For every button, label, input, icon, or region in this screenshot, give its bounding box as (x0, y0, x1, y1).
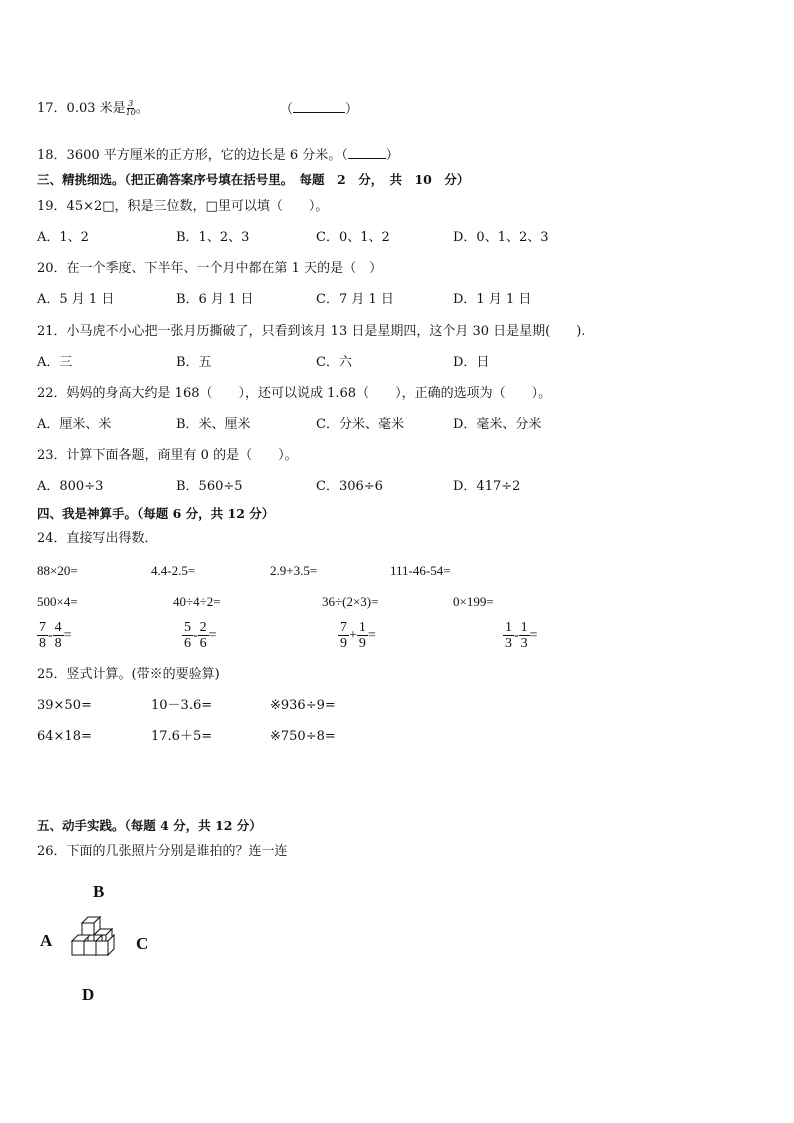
question-25-stem: 25．竖式计算。(带※的要验算) (37, 667, 220, 682)
q24-r1-2: 4.4-2.5= (151, 563, 196, 578)
q24-fraction-2: $\frac{5}{6}$ - $\frac{2}{6}$ = (184, 620, 217, 651)
question-20-stem: 20．在一个季度、下半年、一个月中都在第 1 天的是（ ） (37, 261, 383, 276)
question-22-stem: 22．妈妈的身高大约是 168（ ），还可以说成 1.68（ ），正确的选项为（ ）。 (37, 386, 552, 401)
q17-text: 17．0.03 米是 (37, 101, 126, 116)
q25-r1-2: 10－3.6= (151, 698, 213, 713)
question-18: 18．3600 平方厘米的正方形，它的边长是 6 分米。（ ） (37, 148, 399, 163)
q25-r2-3: ※750÷8= (270, 729, 336, 744)
q21-option-b[interactable]: B．五 (176, 355, 212, 370)
question-23-stem: 23．计算下面各题，商里有 0 的是（ ）。 (37, 448, 298, 463)
q25-r2-1: 64×18= (37, 729, 92, 744)
q17-answer-blank[interactable] (293, 100, 345, 113)
label-b: B (93, 882, 105, 901)
q23-option-a[interactable]: A．800÷3 (37, 479, 104, 494)
q24-r1-1: 88×20= (37, 563, 78, 578)
q24-r2-1: 500×4= (37, 594, 78, 609)
section-4-header: 四、我是神算手。（每题 6 分，共 12 分） (37, 506, 275, 521)
q20-option-b[interactable]: B．6 月 1 日 (176, 292, 254, 307)
q21-option-a[interactable]: A．三 (37, 355, 73, 370)
q20-option-c[interactable]: C．7 月 1 日 (316, 292, 394, 307)
cube-stack-figure (70, 915, 122, 971)
q24-r2-3: 36÷(2×3)= (322, 594, 379, 609)
q24-r1-3: 2.9+3.5= (270, 563, 318, 578)
q23-option-b[interactable]: B．560÷5 (176, 479, 243, 494)
q22-option-c[interactable]: C．分米、毫米 (316, 417, 404, 432)
q25-r1-1: 39×50= (37, 698, 92, 713)
q23-option-d[interactable]: D．417÷2 (453, 479, 521, 494)
q20-option-a[interactable]: A．5 月 1 日 (37, 292, 115, 307)
q24-r1-4: 111-46-54= (390, 563, 451, 578)
q17-fraction: $\frac{3}{10}$ (125, 99, 136, 117)
q23-option-c[interactable]: C．306÷6 (316, 479, 383, 494)
q24-fraction-1: $\frac{7}{8}$ - $\frac{4}{8}$ = (39, 620, 72, 651)
section-5-header: 五、动手实践。（每题 4 分，共 12 分） (37, 818, 262, 833)
q24-r2-2: 40÷4÷2= (173, 594, 221, 609)
q19-option-d[interactable]: D．0、1、2、3 (453, 230, 549, 245)
q24-fraction-4: $\frac{1}{3}$ - $\frac{1}{3}$ = (505, 620, 538, 651)
q25-r1-3: ※936÷9= (270, 698, 336, 713)
question-26-stem: 26．下面的几张照片分别是谁拍的？连一连 (37, 844, 288, 859)
question-21-stem: 21．小马虎不小心把一张月历撕破了，只看到该月 13 日是星期四，这个月 30 日是星期( ). (37, 324, 586, 339)
q18-answer-blank[interactable] (348, 146, 386, 159)
label-a: A (40, 931, 53, 950)
q21-option-d[interactable]: D．日 (453, 355, 490, 370)
q24-r2-4: 0×199= (453, 594, 494, 609)
q19-option-c[interactable]: C．0、1、2 (316, 230, 390, 245)
q17-answer-paren: （ ） (280, 102, 359, 117)
q22-option-d[interactable]: D．毫米、分米 (453, 417, 542, 432)
question-17: 17．0.03 米是 $\frac{3}{10}$ 。 (37, 99, 149, 117)
q25-r2-2: 17.6＋5= (151, 729, 213, 744)
label-c: C (136, 934, 149, 953)
q24-fraction-3: $\frac{7}{9}$ + $\frac{1}{9}$ = (340, 620, 376, 651)
q19-option-a[interactable]: A．1、2 (37, 230, 89, 245)
section-3-header: 三、精挑细选。（把正确答案序号填在括号里。 每题 2 分， 共 10 分） (37, 172, 470, 187)
label-d: D (82, 985, 95, 1004)
question-19-stem: 19．45×2□，积是三位数，□里可以填（ ）。 (37, 199, 329, 214)
q22-option-a[interactable]: A．厘米、米 (37, 417, 112, 432)
q21-option-c[interactable]: C．六 (316, 355, 352, 370)
question-24-stem: 24．直接写出得数． (37, 531, 158, 546)
q19-option-b[interactable]: B．1、2、3 (176, 230, 250, 245)
q22-option-b[interactable]: B．米、厘米 (176, 417, 251, 432)
q20-option-d[interactable]: D．1 月 1 日 (453, 292, 532, 307)
